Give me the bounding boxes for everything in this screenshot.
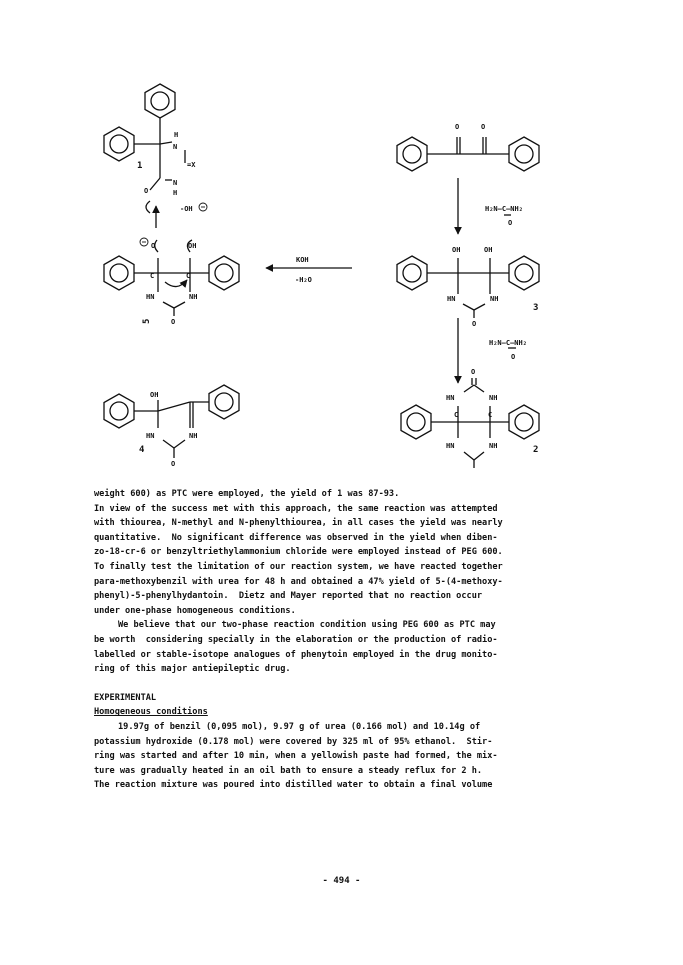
text-line: under one-phase homogeneous conditions. [94,605,296,616]
c2-hn-bottom: HN [446,442,455,450]
paragraph-1 [94,487,614,618]
text-line: ture was gradually heated in an oil bath to ensure a steady reflux for 2 h. [94,765,483,776]
label-n2: N [173,179,178,187]
urea-label-top: H₂N—C—NH₂ [485,205,523,213]
text-line: weight 600) as PTC were employed, the yield of 1 was 87-93. [94,489,400,499]
compound-1-number: 1 [137,161,143,171]
label-h: H [174,131,179,139]
text-line: potassium hydroxide (0.178 mol) were covered by 325 ml of 95% ethanol. Stir- [94,736,493,747]
compound-5-structure [104,240,239,316]
scheme-labels [137,123,538,468]
c4-hn: HN [146,432,155,440]
c3-oh-2: OH [484,246,493,254]
c5-o: O [171,318,176,326]
c2-nh-top: NH [489,394,498,402]
c4-oh: OH [150,391,159,399]
c5-o-minus: O [151,242,156,250]
text-line: para-methoxybenzil with urea for 48 h and obtained a 47% yield of 5-(4-methoxy- [94,576,503,587]
reaction-scheme [0,0,683,480]
c5-c1: C [150,272,155,280]
c3-hn: HN [447,295,456,303]
benzil-o1: O [455,123,460,131]
text-line: We believe that our two-phase reaction condition using PEG 600 as PTC may [118,620,496,631]
text-line: quantitative. No significant difference was observed in the yield when diben- [94,532,498,543]
paragraph-2 [94,618,614,676]
page-number: - 494 - [322,876,361,886]
label-n: N [173,143,178,151]
text-line: ring was started and after 10 min, when a yellowish paste had formed, the mix- [94,751,498,762]
subsection-heading: Homogeneous conditions [94,707,208,718]
benzil-structure [397,137,539,171]
text-line: In view of the success met with this approach, the same reaction was attempted [94,503,498,514]
body-text [94,487,614,793]
compound-2-structure [401,378,539,468]
urea-o-bottom: O [511,353,516,361]
c5-nh: NH [189,293,198,301]
c3-o: O [472,320,477,328]
text-line: labelled or stable-isotope analogues of phenytoin employed in the drug monito- [94,649,498,660]
label-h2: H [173,189,178,197]
text-line: phenyl)-5-phenylhydantoin. Dietz and Mayer reported that no reaction occur [94,591,483,602]
compound-1-structure [104,84,185,190]
text-line: 19.97g of benzil (0,095 mol), 9.97 g of urea (0.166 mol) and 10.14g of [118,721,481,732]
c2-nh-bottom: NH [489,442,498,450]
compound-3-number: 3 [533,303,539,313]
c4-nh: NH [189,432,198,440]
compound-2-number: 2 [533,445,539,455]
urea-o-top: O [508,219,513,227]
c5-c2: C [186,272,191,280]
text-line: To finally test the limitation of our reaction system, we have reacted together [94,561,503,572]
c4-o: O [171,460,176,468]
compound-4-structure [104,385,239,458]
compound-3-structure [397,256,539,318]
compound-4-number: 4 [139,445,145,455]
label-hydroxide: -OH [180,205,193,213]
c2-c1: C [454,411,459,419]
paragraph-3 [94,720,614,793]
text-line: zo-18-cr-6 or benzyltriethylammonium chloride were employed instead of PEG 600. [94,547,503,558]
c3-nh: NH [490,295,499,303]
benzil-o2: O [481,123,486,131]
text-line: ring of this major antiepileptic drug. [94,664,291,675]
section-heading: EXPERIMENTAL [94,692,157,703]
reagent-koh: KOH [296,256,309,264]
label-eq-x: =X [187,161,196,169]
label-ring-o: O [144,187,149,195]
urea-label-bottom: H₂N—C—NH₂ [489,339,527,347]
compound-5-number: 5 [142,318,152,324]
c2-o-top: O [471,368,476,376]
c5-oh: OH [188,242,197,250]
text-line: be worth considering specially in the elaboration or the production of radio- [94,634,498,645]
reagent-minus-water: -H₂O [295,276,312,284]
c2-c2: C [488,411,493,419]
text-line: The reaction mixture was poured into distilled water to obtain a final volume [94,780,493,791]
c3-oh-1: OH [452,246,461,254]
c5-hn: HN [146,293,155,301]
c2-hn-top: HN [446,394,455,402]
text-line: with thiourea, N-methyl and N-phenylthiourea, in all cases the yield was nearly [94,518,503,529]
